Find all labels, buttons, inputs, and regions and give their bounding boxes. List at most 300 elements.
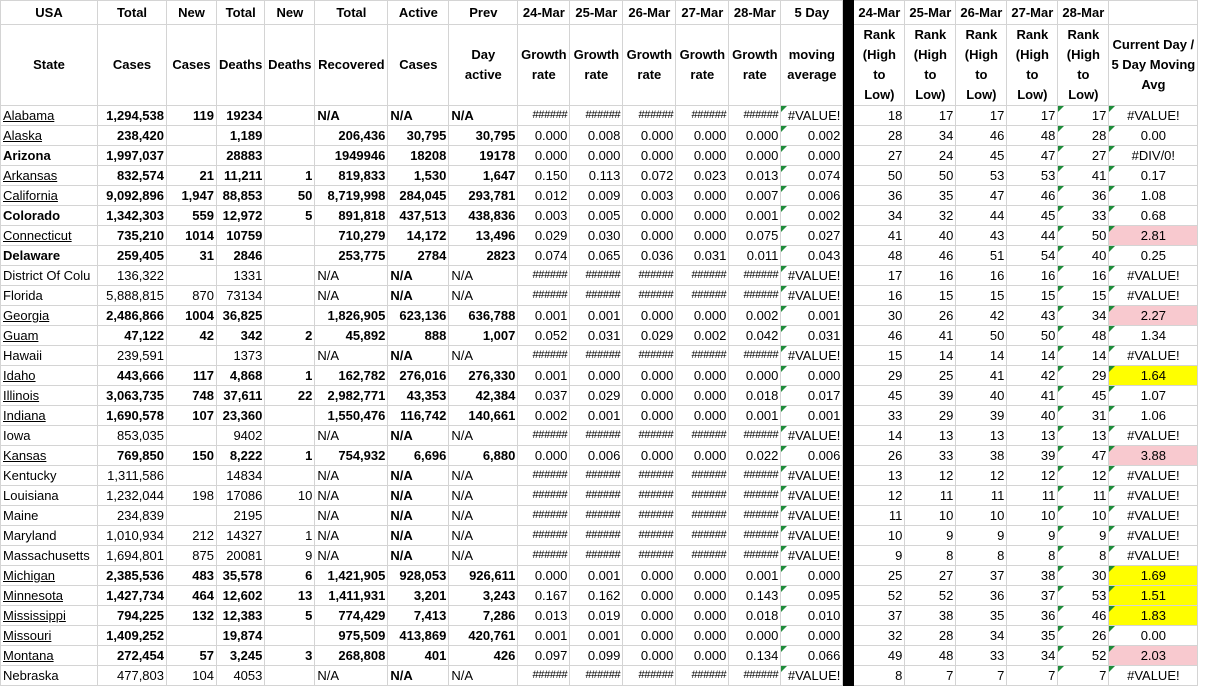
data-cell[interactable]: 0.042 — [729, 326, 781, 346]
data-cell[interactable]: ###### — [623, 546, 676, 566]
data-cell[interactable]: 1,690,578 — [98, 406, 167, 426]
data-cell[interactable]: N/A — [449, 506, 518, 526]
header-cell[interactable]: Rank (High to Low) — [956, 25, 1007, 106]
data-cell[interactable]: 40 — [956, 386, 1007, 406]
data-cell[interactable]: 0.000 — [729, 626, 781, 646]
data-cell[interactable]: 2823 — [449, 246, 518, 266]
data-cell[interactable]: 29 — [1058, 366, 1109, 386]
data-cell[interactable]: 42 — [956, 306, 1007, 326]
data-cell[interactable]: ###### — [518, 486, 570, 506]
data-cell[interactable]: 12,602 — [217, 586, 265, 606]
data-cell[interactable]: 284,045 — [388, 186, 449, 206]
data-cell[interactable]: N/A — [315, 106, 388, 126]
data-cell[interactable] — [167, 426, 217, 446]
data-cell[interactable]: 2.27 — [1109, 306, 1198, 326]
data-cell[interactable]: 10 — [956, 506, 1007, 526]
data-cell[interactable]: 420,761 — [449, 626, 518, 646]
data-cell[interactable]: ###### — [623, 106, 676, 126]
data-cell[interactable]: 20081 — [217, 546, 265, 566]
data-cell[interactable]: 18208 — [388, 146, 449, 166]
header-cell[interactable]: 25-Mar — [905, 1, 956, 25]
separator-cell[interactable] — [843, 306, 854, 326]
header-cell[interactable]: Recovered — [315, 25, 388, 106]
data-cell[interactable]: 46 — [956, 126, 1007, 146]
data-cell[interactable]: 0.001 — [729, 206, 781, 226]
data-cell[interactable]: 853,035 — [98, 426, 167, 446]
data-cell[interactable]: 0.019 — [570, 606, 623, 626]
data-cell[interactable]: 1,694,801 — [98, 546, 167, 566]
data-cell[interactable]: 50 — [1058, 226, 1109, 246]
data-cell[interactable]: 0.072 — [623, 166, 676, 186]
data-cell[interactable]: 0.001 — [570, 306, 623, 326]
separator-cell[interactable] — [843, 266, 854, 286]
data-cell[interactable]: 53 — [1007, 166, 1058, 186]
data-cell[interactable]: 0.000 — [623, 566, 676, 586]
data-cell[interactable]: 0.000 — [623, 386, 676, 406]
data-cell[interactable]: 636,788 — [449, 306, 518, 326]
data-cell[interactable]: 14327 — [217, 526, 265, 546]
data-cell[interactable]: 0.006 — [781, 446, 843, 466]
data-cell[interactable]: 0.022 — [729, 446, 781, 466]
data-cell[interactable]: ###### — [676, 506, 729, 526]
data-cell[interactable]: 0.000 — [623, 206, 676, 226]
data-cell[interactable]: ###### — [676, 346, 729, 366]
data-cell[interactable]: 6 — [265, 566, 315, 586]
data-cell[interactable]: ###### — [623, 286, 676, 306]
data-cell[interactable]: 0.027 — [781, 226, 843, 246]
data-cell[interactable]: N/A — [315, 266, 388, 286]
data-cell[interactable]: 10 — [905, 506, 956, 526]
data-cell[interactable]: 15 — [854, 346, 905, 366]
header-cell[interactable]: USA — [1, 1, 98, 25]
data-cell[interactable]: ###### — [570, 286, 623, 306]
data-cell[interactable]: 0.097 — [518, 646, 570, 666]
data-cell[interactable] — [265, 346, 315, 366]
data-cell[interactable]: #VALUE! — [1109, 546, 1198, 566]
header-cell[interactable] — [1109, 1, 1198, 25]
data-cell[interactable]: 14 — [1058, 346, 1109, 366]
data-cell[interactable]: 140,661 — [449, 406, 518, 426]
data-cell[interactable]: 37 — [1007, 586, 1058, 606]
data-cell[interactable]: 39 — [1007, 446, 1058, 466]
state-name-cell[interactable]: Indiana — [1, 406, 98, 426]
data-cell[interactable]: 45 — [1007, 206, 1058, 226]
data-cell[interactable]: 1,189 — [217, 126, 265, 146]
data-cell[interactable]: ###### — [676, 106, 729, 126]
data-cell[interactable]: 0.001 — [729, 566, 781, 586]
data-cell[interactable]: 11 — [905, 486, 956, 506]
data-cell[interactable]: 464 — [167, 586, 217, 606]
state-name-cell[interactable]: Mississippi — [1, 606, 98, 626]
data-cell[interactable]: #VALUE! — [1109, 506, 1198, 526]
data-cell[interactable]: 0.000 — [570, 366, 623, 386]
data-cell[interactable]: 19234 — [217, 106, 265, 126]
data-cell[interactable] — [167, 626, 217, 646]
data-cell[interactable]: #VALUE! — [1109, 486, 1198, 506]
data-cell[interactable]: 413,869 — [388, 626, 449, 646]
data-cell[interactable]: 46 — [1058, 606, 1109, 626]
data-cell[interactable]: N/A — [388, 266, 449, 286]
state-name-cell[interactable]: Hawaii — [1, 346, 98, 366]
data-cell[interactable]: 18 — [854, 106, 905, 126]
data-cell[interactable]: 17 — [956, 106, 1007, 126]
data-cell[interactable]: 769,850 — [98, 446, 167, 466]
state-name-cell[interactable]: Guam — [1, 326, 98, 346]
data-cell[interactable]: 30 — [854, 306, 905, 326]
data-cell[interactable]: 23,360 — [217, 406, 265, 426]
data-cell[interactable]: 33 — [854, 406, 905, 426]
data-cell[interactable]: ###### — [570, 486, 623, 506]
header-cell[interactable]: Cases — [167, 25, 217, 106]
data-cell[interactable]: N/A — [315, 546, 388, 566]
data-cell[interactable]: 1,311,586 — [98, 466, 167, 486]
data-cell[interactable]: 975,509 — [315, 626, 388, 646]
data-cell[interactable]: 1,550,476 — [315, 406, 388, 426]
data-cell[interactable]: 0.000 — [676, 186, 729, 206]
data-cell[interactable]: #VALUE! — [1109, 266, 1198, 286]
data-cell[interactable]: 1,947 — [167, 186, 217, 206]
header-cell[interactable]: 27-Mar — [676, 1, 729, 25]
data-cell[interactable]: 0.000 — [781, 626, 843, 646]
data-cell[interactable]: 0.113 — [570, 166, 623, 186]
data-cell[interactable]: 0.001 — [781, 406, 843, 426]
data-cell[interactable]: 25 — [854, 566, 905, 586]
data-cell[interactable]: N/A — [315, 526, 388, 546]
data-cell[interactable]: 9 — [1007, 526, 1058, 546]
data-cell[interactable]: 1.06 — [1109, 406, 1198, 426]
data-cell[interactable]: 0.000 — [518, 126, 570, 146]
data-cell[interactable]: 12 — [956, 466, 1007, 486]
data-cell[interactable]: 21 — [167, 166, 217, 186]
data-cell[interactable]: 0.052 — [518, 326, 570, 346]
separator-cell[interactable] — [843, 226, 854, 246]
data-cell[interactable]: 7,286 — [449, 606, 518, 626]
separator-cell[interactable] — [843, 586, 854, 606]
data-cell[interactable]: 438,836 — [449, 206, 518, 226]
data-cell[interactable]: 832,574 — [98, 166, 167, 186]
data-cell[interactable]: 623,136 — [388, 306, 449, 326]
header-cell[interactable]: 28-Mar — [729, 1, 781, 25]
data-cell[interactable]: 293,781 — [449, 186, 518, 206]
data-cell[interactable]: 0.001 — [570, 566, 623, 586]
data-cell[interactable]: ###### — [518, 266, 570, 286]
data-cell[interactable]: 774,429 — [315, 606, 388, 626]
data-cell[interactable]: 42,384 — [449, 386, 518, 406]
data-cell[interactable]: 9 — [905, 526, 956, 546]
data-cell[interactable]: 276,016 — [388, 366, 449, 386]
data-cell[interactable]: 31 — [167, 246, 217, 266]
data-cell[interactable]: N/A — [449, 266, 518, 286]
data-cell[interactable]: 50 — [956, 326, 1007, 346]
data-cell[interactable]: 0.003 — [623, 186, 676, 206]
data-cell[interactable]: 7 — [905, 666, 956, 686]
data-cell[interactable]: 45,892 — [315, 326, 388, 346]
header-cell[interactable]: Prev — [449, 1, 518, 25]
data-cell[interactable]: 30,795 — [388, 126, 449, 146]
data-cell[interactable]: 1949946 — [315, 146, 388, 166]
data-cell[interactable]: 0.000 — [518, 566, 570, 586]
data-cell[interactable]: 52 — [1058, 646, 1109, 666]
data-cell[interactable]: 19,874 — [217, 626, 265, 646]
data-cell[interactable]: 10 — [1007, 506, 1058, 526]
data-cell[interactable]: 43,353 — [388, 386, 449, 406]
separator-cell[interactable] — [843, 506, 854, 526]
data-cell[interactable]: ###### — [518, 466, 570, 486]
data-cell[interactable]: 1,427,734 — [98, 586, 167, 606]
data-cell[interactable]: ###### — [676, 286, 729, 306]
data-cell[interactable]: 24 — [905, 146, 956, 166]
data-cell[interactable]: N/A — [388, 106, 449, 126]
data-cell[interactable]: 0.005 — [570, 206, 623, 226]
data-cell[interactable]: 34 — [956, 626, 1007, 646]
data-cell[interactable]: 0.000 — [623, 646, 676, 666]
separator-cell[interactable] — [843, 186, 854, 206]
state-name-cell[interactable]: Minnesota — [1, 586, 98, 606]
data-cell[interactable]: ###### — [570, 466, 623, 486]
data-cell[interactable]: 25 — [905, 366, 956, 386]
data-cell[interactable]: 1 — [265, 366, 315, 386]
data-cell[interactable]: 401 — [388, 646, 449, 666]
data-cell[interactable]: 48 — [1058, 326, 1109, 346]
data-cell[interactable]: 13 — [956, 426, 1007, 446]
data-cell[interactable] — [167, 146, 217, 166]
data-cell[interactable]: 0.043 — [781, 246, 843, 266]
data-cell[interactable]: 0.000 — [623, 586, 676, 606]
separator-cell[interactable] — [843, 166, 854, 186]
data-cell[interactable]: N/A — [449, 466, 518, 486]
data-cell[interactable]: 22 — [265, 386, 315, 406]
separator-cell[interactable] — [843, 526, 854, 546]
data-cell[interactable]: 0.000 — [676, 586, 729, 606]
data-cell[interactable]: N/A — [388, 546, 449, 566]
state-name-cell[interactable]: Delaware — [1, 246, 98, 266]
data-cell[interactable]: N/A — [449, 346, 518, 366]
data-cell[interactable]: 73134 — [217, 286, 265, 306]
data-cell[interactable]: ###### — [518, 346, 570, 366]
data-cell[interactable]: 1,421,905 — [315, 566, 388, 586]
data-cell[interactable]: 0.002 — [781, 206, 843, 226]
data-cell[interactable]: 16 — [1007, 266, 1058, 286]
data-cell[interactable]: 14,172 — [388, 226, 449, 246]
data-cell[interactable]: N/A — [449, 286, 518, 306]
data-cell[interactable]: 13,496 — [449, 226, 518, 246]
data-cell[interactable]: 37 — [854, 606, 905, 626]
data-cell[interactable]: 14 — [854, 426, 905, 446]
data-cell[interactable]: 54 — [1007, 246, 1058, 266]
data-cell[interactable]: N/A — [315, 346, 388, 366]
data-cell[interactable]: 11 — [956, 486, 1007, 506]
data-cell[interactable]: 26 — [1058, 626, 1109, 646]
data-cell[interactable]: 17086 — [217, 486, 265, 506]
data-cell[interactable]: 0.003 — [518, 206, 570, 226]
data-cell[interactable]: 1 — [265, 446, 315, 466]
data-cell[interactable]: 238,420 — [98, 126, 167, 146]
data-cell[interactable]: 7 — [956, 666, 1007, 686]
data-cell[interactable]: ###### — [729, 466, 781, 486]
data-cell[interactable]: 14834 — [217, 466, 265, 486]
data-cell[interactable]: ###### — [570, 546, 623, 566]
data-cell[interactable]: 37,611 — [217, 386, 265, 406]
data-cell[interactable]: #VALUE! — [781, 106, 843, 126]
state-name-cell[interactable]: Iowa — [1, 426, 98, 446]
data-cell[interactable]: 0.000 — [729, 366, 781, 386]
data-cell[interactable]: 0.000 — [623, 306, 676, 326]
data-cell[interactable]: 0.002 — [518, 406, 570, 426]
data-cell[interactable]: 0.000 — [623, 126, 676, 146]
data-cell[interactable]: 37 — [956, 566, 1007, 586]
separator-cell[interactable] — [843, 386, 854, 406]
data-cell[interactable]: ###### — [729, 286, 781, 306]
data-cell[interactable]: 15 — [1058, 286, 1109, 306]
data-cell[interactable]: 9 — [956, 526, 1007, 546]
data-cell[interactable]: 3,063,735 — [98, 386, 167, 406]
data-cell[interactable]: ###### — [518, 426, 570, 446]
data-cell[interactable] — [265, 506, 315, 526]
data-cell[interactable]: 735,210 — [98, 226, 167, 246]
separator-cell[interactable] — [843, 406, 854, 426]
data-cell[interactable]: N/A — [388, 666, 449, 686]
data-cell[interactable]: 34 — [905, 126, 956, 146]
data-cell[interactable]: 50 — [1007, 326, 1058, 346]
data-cell[interactable]: 0.001 — [729, 406, 781, 426]
data-cell[interactable]: #VALUE! — [781, 486, 843, 506]
header-cell[interactable]: Rank (High to Low) — [1007, 25, 1058, 106]
data-cell[interactable]: 7,413 — [388, 606, 449, 626]
data-cell[interactable]: 11 — [854, 506, 905, 526]
state-name-cell[interactable]: Arizona — [1, 146, 98, 166]
data-cell[interactable]: 253,775 — [315, 246, 388, 266]
separator-cell[interactable] — [843, 446, 854, 466]
data-cell[interactable]: 28 — [905, 626, 956, 646]
data-cell[interactable]: 0.029 — [518, 226, 570, 246]
data-cell[interactable]: 42 — [167, 326, 217, 346]
data-cell[interactable]: ###### — [676, 546, 729, 566]
data-cell[interactable]: 53 — [956, 166, 1007, 186]
data-cell[interactable]: #VALUE! — [1109, 426, 1198, 446]
data-cell[interactable]: 206,436 — [315, 126, 388, 146]
data-cell[interactable]: 12,972 — [217, 206, 265, 226]
data-cell[interactable]: 443,666 — [98, 366, 167, 386]
data-cell[interactable]: 1.64 — [1109, 366, 1198, 386]
data-cell[interactable] — [265, 266, 315, 286]
data-cell[interactable]: 15 — [1007, 286, 1058, 306]
data-cell[interactable] — [265, 406, 315, 426]
data-cell[interactable]: #DIV/0! — [1109, 146, 1198, 166]
header-cell[interactable]: Deaths — [217, 25, 265, 106]
header-cell[interactable]: Day active — [449, 25, 518, 106]
data-cell[interactable]: 0.000 — [623, 626, 676, 646]
data-cell[interactable]: 559 — [167, 206, 217, 226]
data-cell[interactable]: 0.002 — [781, 126, 843, 146]
separator-cell[interactable] — [843, 146, 854, 166]
data-cell[interactable]: ###### — [676, 266, 729, 286]
data-cell[interactable]: ###### — [623, 426, 676, 446]
data-cell[interactable]: 0.25 — [1109, 246, 1198, 266]
data-cell[interactable]: 0.006 — [781, 186, 843, 206]
data-cell[interactable]: 45 — [956, 146, 1007, 166]
separator-cell[interactable] — [843, 626, 854, 646]
state-name-cell[interactable]: Idaho — [1, 366, 98, 386]
data-cell[interactable]: 0.031 — [676, 246, 729, 266]
data-cell[interactable]: 0.018 — [729, 386, 781, 406]
data-cell[interactable]: ###### — [570, 426, 623, 446]
data-cell[interactable]: 33 — [956, 646, 1007, 666]
data-cell[interactable]: 8,222 — [217, 446, 265, 466]
data-cell[interactable]: 0.002 — [729, 306, 781, 326]
data-cell[interactable]: 0.074 — [781, 166, 843, 186]
data-cell[interactable]: #VALUE! — [781, 266, 843, 286]
data-cell[interactable]: 0.065 — [570, 246, 623, 266]
data-cell[interactable]: 0.00 — [1109, 126, 1198, 146]
data-cell[interactable] — [167, 266, 217, 286]
data-cell[interactable]: #VALUE! — [781, 546, 843, 566]
state-name-cell[interactable]: California — [1, 186, 98, 206]
data-cell[interactable]: 1,294,538 — [98, 106, 167, 126]
data-cell[interactable]: 0.000 — [623, 366, 676, 386]
data-cell[interactable]: 150 — [167, 446, 217, 466]
header-cell[interactable]: Rank (High to Low) — [854, 25, 905, 106]
data-cell[interactable]: #VALUE! — [781, 286, 843, 306]
data-cell[interactable]: 8 — [854, 666, 905, 686]
data-cell[interactable]: 875 — [167, 546, 217, 566]
header-cell[interactable]: 5 Day — [781, 1, 843, 25]
data-cell[interactable]: 15 — [905, 286, 956, 306]
data-cell[interactable]: ###### — [570, 266, 623, 286]
data-cell[interactable]: 119 — [167, 106, 217, 126]
data-cell[interactable] — [265, 106, 315, 126]
state-name-cell[interactable]: Kansas — [1, 446, 98, 466]
data-cell[interactable]: 2.81 — [1109, 226, 1198, 246]
data-cell[interactable] — [265, 246, 315, 266]
data-cell[interactable]: 0.000 — [676, 606, 729, 626]
data-cell[interactable]: 2,982,771 — [315, 386, 388, 406]
data-cell[interactable]: 0.001 — [570, 626, 623, 646]
data-cell[interactable]: 28 — [854, 126, 905, 146]
data-cell[interactable]: 0.000 — [676, 386, 729, 406]
data-cell[interactable]: 3.88 — [1109, 446, 1198, 466]
data-cell[interactable] — [265, 226, 315, 246]
data-cell[interactable]: 132 — [167, 606, 217, 626]
data-cell[interactable] — [167, 126, 217, 146]
data-cell[interactable]: ###### — [729, 546, 781, 566]
separator-cell[interactable] — [843, 206, 854, 226]
header-cell[interactable]: Total — [98, 1, 167, 25]
data-cell[interactable]: 36 — [1007, 606, 1058, 626]
data-cell[interactable]: 0.000 — [676, 146, 729, 166]
data-cell[interactable]: ###### — [570, 106, 623, 126]
data-cell[interactable]: 259,405 — [98, 246, 167, 266]
data-cell[interactable]: 1.51 — [1109, 586, 1198, 606]
data-cell[interactable]: 16 — [1058, 266, 1109, 286]
separator-cell[interactable] — [843, 486, 854, 506]
data-cell[interactable]: 12 — [854, 486, 905, 506]
data-cell[interactable]: 47 — [956, 186, 1007, 206]
data-cell[interactable]: N/A — [449, 546, 518, 566]
data-cell[interactable]: N/A — [388, 486, 449, 506]
separator-cell[interactable] — [843, 466, 854, 486]
data-cell[interactable]: 0.095 — [781, 586, 843, 606]
separator-cell[interactable] — [843, 326, 854, 346]
data-cell[interactable]: 426 — [449, 646, 518, 666]
data-cell[interactable]: 748 — [167, 386, 217, 406]
data-cell[interactable]: 0.000 — [676, 126, 729, 146]
data-cell[interactable] — [265, 306, 315, 326]
data-cell[interactable]: 0.023 — [676, 166, 729, 186]
state-name-cell[interactable]: Maryland — [1, 526, 98, 546]
data-cell[interactable]: 8 — [1007, 546, 1058, 566]
data-cell[interactable]: 3 — [265, 646, 315, 666]
data-cell[interactable]: #VALUE! — [781, 506, 843, 526]
